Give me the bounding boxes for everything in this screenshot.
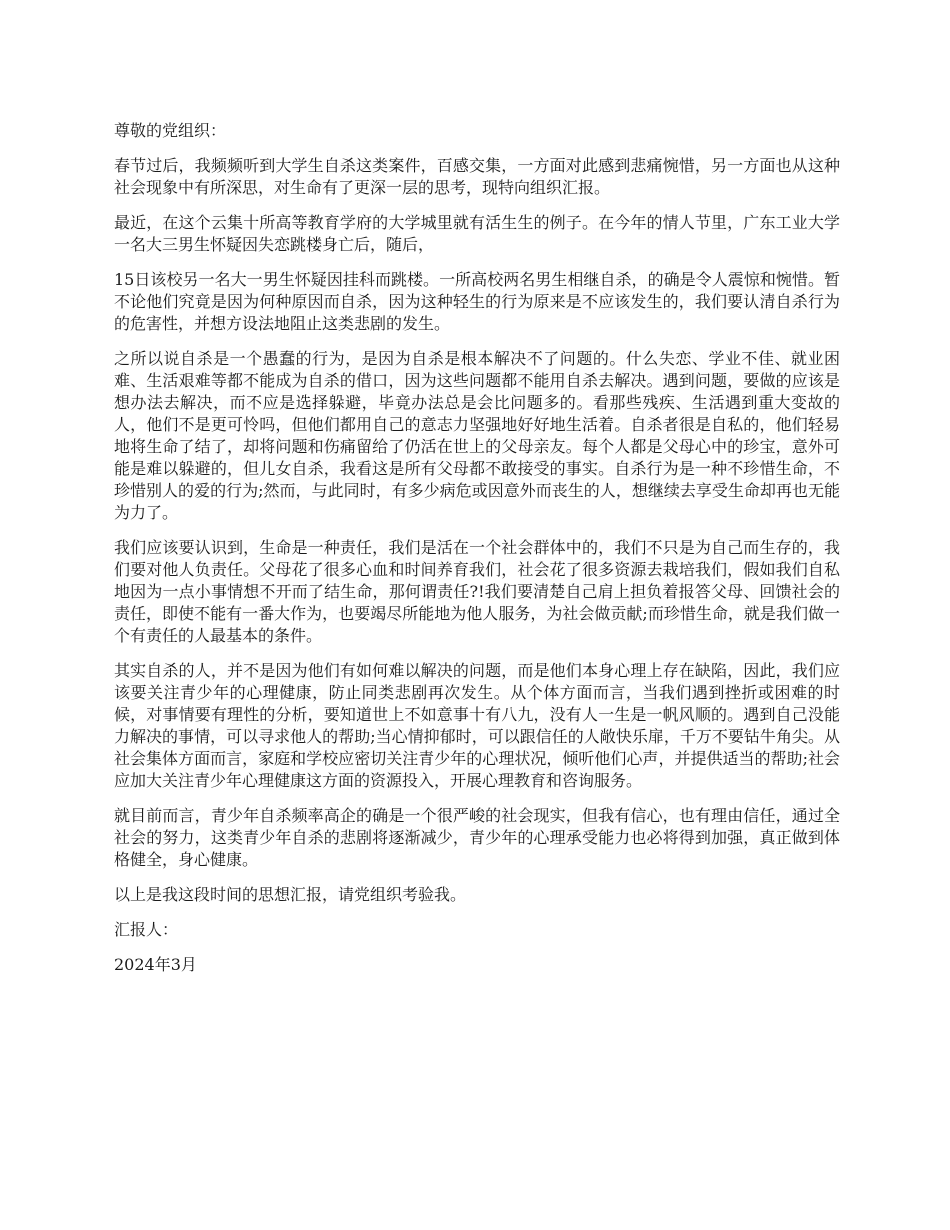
reporter-line: 汇报人：: [114, 920, 179, 939]
paragraph-7: 就目前而言，青少年自杀频率高企的确是一个很严峻的社会现实，但我有信心，也有理由信任，通过全社会的努力，这类青少年自杀的悲剧将逐渐减少，青少年的心理承受能力也必将得到加强，真正做到体格健全，身心健康。: [114, 806, 840, 869]
paragraph-2: 最近，在这个云集十所高等教育学府的大学城里就有活生生的例子。在今年的情人节里，广东工业大学一名大三男生怀疑因失恋跳楼身亡后，随后，: [114, 213, 840, 254]
paragraph-8: 以上是我这段时间的思想汇报，请党组织考验我。: [114, 885, 467, 904]
document-page: [114, 120, 840, 989]
paragraph-6: 其实自杀的人，并不是因为他们有如何难以解决的问题，而是他们本身心理上存在缺陷，因此，我们应该要关注青少年的心理健康，防止同类悲剧再次发生。从个体方面而言，当我们遇到挫折或困难的时候，对事情要有理性的分析，要知道世上不如意事十有八九，没有人一生是一帆风顺的。遇到自己没能力解决的事情，可以寻求他人的帮助;当心情抑郁时，可以跟信任的人敞快乐扉，千万不要钻牛角尖。从社会集体方面而言，家庭和学校应密切关注青少年的心理状况，倾听他们心声，并提供适当的帮助;社会应加大关注青少年心理健康这方面的资源投入，开展心理教育和咨询服务。: [114, 661, 840, 790]
paragraph-5: 我们应该要认识到，生命是一种责任，我们是活在一个社会群体中的，我们不只是为自己而生存的，我们要对他人负责任。父母花了很多心血和时间养育我们，社会花了很多资源去栽培我们，假如我们自私地因为一点小事情想不开而了结生命，那何谓责任?!我们要清楚自己肩上担负着报答父母、回馈社会的责任，即使不能有一番大作为，也要竭尽所能地为他人服务，为社会做贡献;而珍惜生命，就是我们做一个有责任的人最基本的条件。: [114, 538, 840, 645]
date-line: 2024年3月: [114, 955, 197, 974]
paragraph-1: 春节过后，我频频听到大学生自杀这类案件，百感交集，一方面对此感到悲痛惋惜，另一方面也从这种社会现象中有所深思，对生命有了更深一层的思考，现特向组织汇报。: [114, 156, 840, 197]
salutation: 尊敬的党组织：: [114, 121, 227, 140]
paragraph-3: 15日该校另一名大一男生怀疑因挂科而跳楼。一所高校两名男生相继自杀，的确是令人震惊和惋惜。暂不论他们究竟是因为何种原因而自杀，因为这种轻生的行为原来是不应该发生的，我们要认清自杀行为的危害性，并想方设法地阻止这类悲剧的发生。: [114, 270, 840, 333]
paragraph-4: 之所以说自杀是一个愚蠢的行为，是因为自杀是根本解决不了问题的。什么失恋、学业不佳、就业困难、生活艰难等都不能成为自杀的借口，因为这些问题都不能用自杀去解决。遇到问题，要做的应该是想办法去解决，而不应是选择躲避，毕竟办法总是会比问题多的。看那些残疾、生活遇到重大变故的人，他们不是更可怜吗，但他们都用自己的意志力坚强地好好地生活着。自杀者很是自私的，他们轻易地将生命了结了，却将问题和伤痛留给了仍活在世上的父母亲友。每个人都是父母心中的珍宝，意外可能是难以躲避的，但儿女自杀，我看这是所有父母都不敢接受的事实。自杀行为是一种不珍惜生命，不珍惜别人的爱的行为;然而，与此同时，有多少病危或因意外而丧生的人，想继续去享受生命却再也无能为力了。: [114, 349, 840, 522]
